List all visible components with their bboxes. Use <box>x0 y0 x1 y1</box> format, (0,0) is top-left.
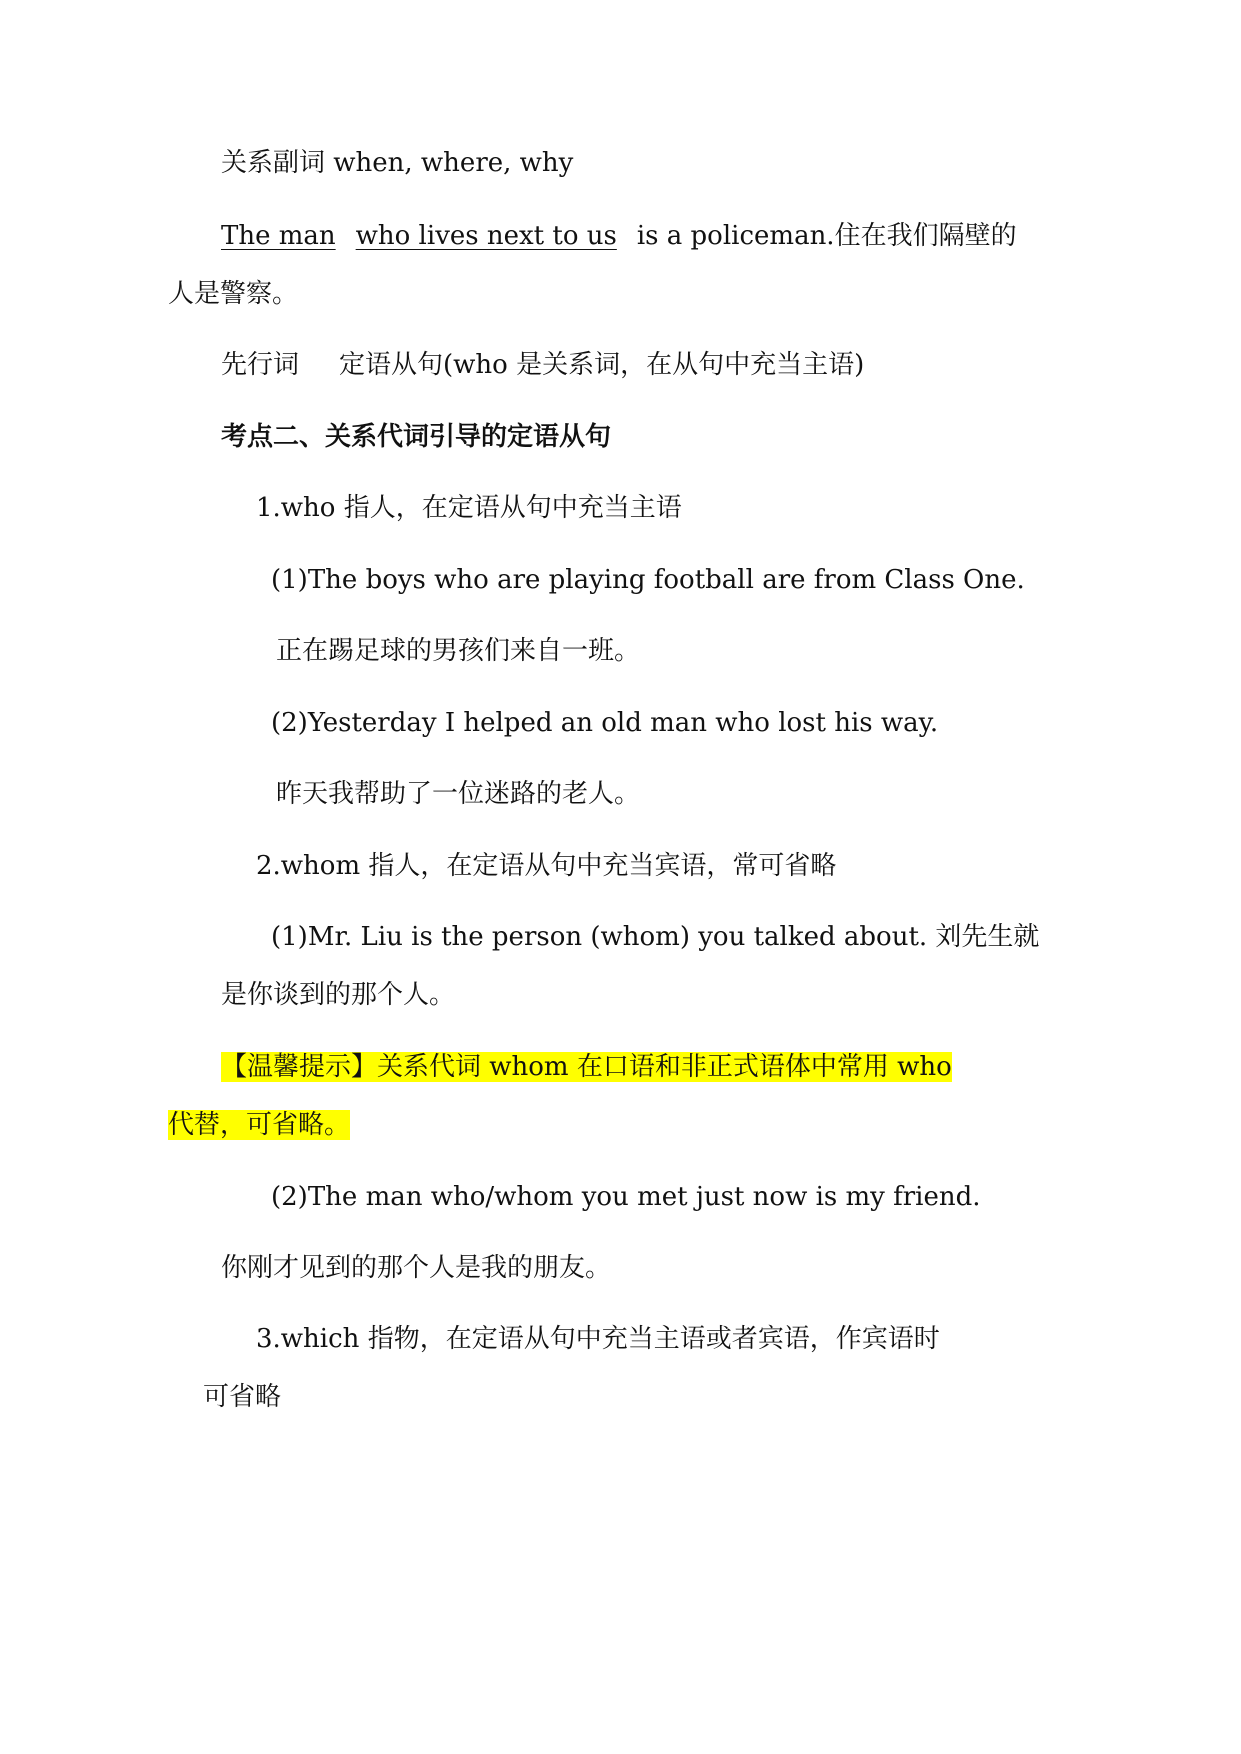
point-who <box>256 491 682 525</box>
whom-example-2-text: (2)The man who/whom you met just now is my friend. <box>271 1182 981 1212</box>
section-heading-text: 考点二、关系代词引导的定语从句 <box>221 422 612 452</box>
antecedent-label: 先行词 <box>221 350 300 380</box>
sentence-rest: is a policeman.住在我们隔壁的 <box>636 221 1017 251</box>
who-example-1-text: (1)The boys who are playing football are from Class One. <box>271 565 1025 595</box>
tip-highlight-2: 代替，可省略。 <box>168 1110 351 1140</box>
whom-example-1-cont <box>221 978 455 1012</box>
relative-adverbs-line <box>221 146 573 180</box>
section-heading <box>221 420 611 454</box>
tip-line-1 <box>221 1050 952 1084</box>
translation-text: 人是警察。 <box>168 279 299 309</box>
who-example-2 <box>271 706 938 740</box>
whom-example-1-text: (1)Mr. Liu is the person (whom) you talked about. 刘先生就 <box>271 922 1040 952</box>
who-example-1-cn-text: 正在踢足球的男孩们来自一班。 <box>276 636 641 666</box>
label-line <box>221 348 864 382</box>
whom-example-2 <box>271 1180 981 1214</box>
point-which-cont-text: 可省略 <box>203 1382 282 1412</box>
point-which-text: 3.which 指物，在定语从句中充当主语或者宾语，作宾语时 <box>256 1324 940 1354</box>
point-which <box>256 1322 940 1356</box>
antecedent-underlined: The man <box>221 221 336 251</box>
clause-label: 定语从句(who 是关系词，在从句中充当主语) <box>339 350 865 380</box>
point-who-text: 1.who 指人，在定语从句中充当主语 <box>256 493 682 523</box>
tip-highlight-1: 【温馨提示】关系代词 whom 在口语和非正式语体中常用 who <box>221 1052 952 1082</box>
example-translation-cont <box>168 277 298 311</box>
point-whom-text: 2.whom 指人，在定语从句中充当宾语，常可省略 <box>256 851 837 881</box>
whom-example-1-cont-text: 是你谈到的那个人。 <box>221 980 456 1010</box>
point-which-cont <box>203 1380 281 1414</box>
who-example-2-text: (2)Yesterday I helped an old man who lost his way. <box>271 708 939 738</box>
whom-example-2-cn <box>221 1251 611 1285</box>
clause-underlined: who lives next to us <box>355 221 617 251</box>
relative-adverbs-text: 关系副词 when, where, why <box>221 148 574 178</box>
who-example-1-cn <box>276 634 640 668</box>
tip-line-2 <box>168 1108 350 1142</box>
who-example-1 <box>271 563 1025 597</box>
who-example-2-cn <box>276 777 640 811</box>
point-whom <box>256 849 836 883</box>
who-example-2-cn-text: 昨天我帮助了一位迷路的老人。 <box>276 779 641 809</box>
example-sentence-line <box>221 219 1017 253</box>
whom-example-2-cn-text: 你刚才见到的那个人是我的朋友。 <box>221 1253 612 1283</box>
whom-example-1 <box>271 920 1039 954</box>
